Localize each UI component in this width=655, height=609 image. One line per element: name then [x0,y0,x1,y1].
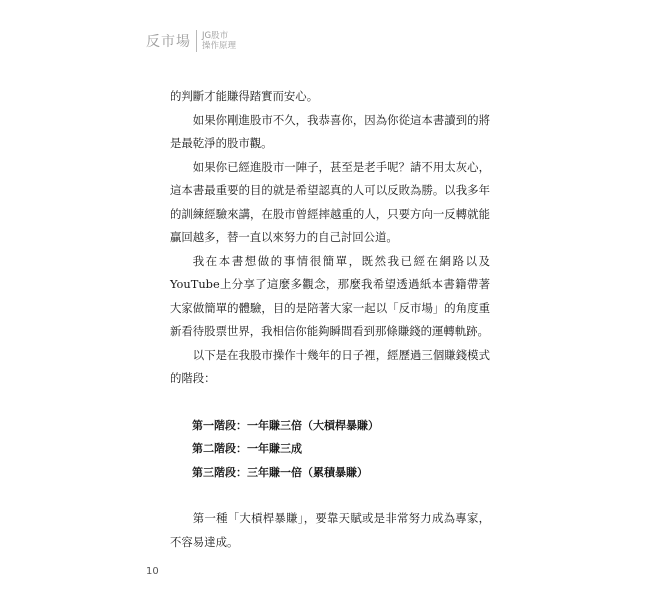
paragraph-closing: 第一種「大槓桿暴賺」，要靠天賦或是非常努力成為專家，不容易達成。 [170,511,490,549]
paragraph: 如果你已經進股市一陣子，甚至是老手呢？請不用太灰心，這本書最重要的目的就是希望認真的人可以反敗為勝。以我多年的訓練經驗來講，在股市曾經摔越重的人，只要方向一反轉就能贏回越多，替一直以來努力的自己討回公道。 [170,159,490,244]
spacer [170,484,490,507]
page-number: 10 [146,566,159,577]
stage-item-2: 第二階段：一年賺三成 [192,442,302,455]
paragraph: 以下是在我股市操作十幾年的日子裡，經歷過三個賺錢模式的階段： [170,347,490,385]
subtitle-line-2: 操作原理 [202,41,237,51]
running-header [146,30,236,52]
book-subtitle [202,31,236,51]
stage-item-1: 第一階段：一年賺三倍（大槓桿暴賺） [192,418,379,432]
stage-item-3: 第三階段：三年賺一倍（累積暴賺） [192,465,368,479]
spacer [170,391,490,414]
paragraph: 我在本書想做的事情很簡單，既然我已經在網路以及YouTube上分享了這麼多觀念，那麼我希望透過紙本書籍帶著大家做簡單的體驗，目的是陪著大家一起以「反市場」的角度重新看待股票世界，我相信你能夠瞬間看到那條賺錢的運轉軌跡。 [170,253,490,338]
header-divider [196,30,197,52]
subtitle-line-1: JG股市 [202,31,229,41]
page-body [170,85,490,554]
paragraph-continuation: 的判斷才能賺得踏實而安心。 [170,89,319,103]
book-title: 反市場 [146,34,191,50]
paragraph: 如果你剛進股市不久，我恭喜你，因為你從這本書讀到的將是最乾淨的股市觀。 [170,112,490,150]
